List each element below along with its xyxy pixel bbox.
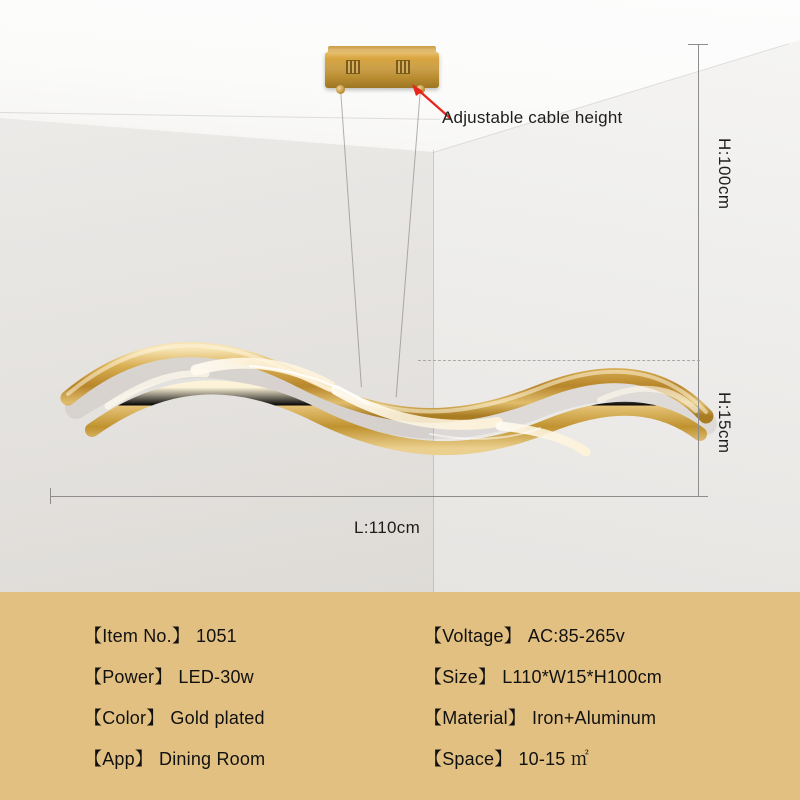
callout-label: Adjustable cable height <box>442 108 623 127</box>
gold-wave-led-pendant <box>0 330 800 490</box>
spec-row-app <box>84 745 424 771</box>
spec-key-power: 【Power】 <box>84 666 173 687</box>
dim-axis-bottom <box>50 496 698 497</box>
dim-label-height-fixture: H:15cm <box>715 392 734 454</box>
spec-value-size: L110*W15*H100cm <box>502 666 662 687</box>
dim-divider-dashed <box>418 360 700 361</box>
dim-axis-right <box>698 44 699 496</box>
spec-value-app: Dining Room <box>159 748 266 769</box>
spec-panel <box>0 592 800 800</box>
spec-key-app: 【App】 <box>84 748 154 769</box>
dim-tick-top <box>688 44 708 45</box>
spec-row-color <box>84 704 424 730</box>
spec-key-color: 【Color】 <box>84 707 165 728</box>
spec-key-size: 【Size】 <box>424 666 497 687</box>
spec-key-material: 【Material】 <box>424 707 527 728</box>
spec-value-voltage: AC:85-265v <box>527 625 625 646</box>
spec-value-material: Iron+Aluminum <box>532 707 657 728</box>
dim-label-length: L:110cm <box>354 518 421 537</box>
spec-grid <box>84 614 744 778</box>
spec-row-power <box>84 663 424 689</box>
spec-row-space <box>424 745 744 771</box>
dim-tick-left <box>50 488 51 504</box>
spec-value-color: Gold plated <box>170 707 265 728</box>
spec-key-space: 【Space】 <box>424 748 513 769</box>
spec-row-voltage <box>424 622 744 648</box>
spec-value-power: LED-30w <box>178 666 254 687</box>
spec-key-item-no: 【Item No.】 <box>84 625 191 646</box>
spec-value-space: 10-15 ㎡ <box>518 748 589 769</box>
spec-row-size <box>424 663 744 689</box>
spec-key-voltage: 【Voltage】 <box>424 625 522 646</box>
canopy-bolt-left <box>336 85 345 94</box>
dim-label-height-total: H:100cm <box>715 138 734 210</box>
canopy-slot-right <box>396 60 410 74</box>
spec-row-item-no <box>84 622 424 648</box>
spec-value-item-no: 1051 <box>196 625 237 646</box>
spec-row-material <box>424 704 744 730</box>
canopy-slot-left <box>346 60 360 74</box>
